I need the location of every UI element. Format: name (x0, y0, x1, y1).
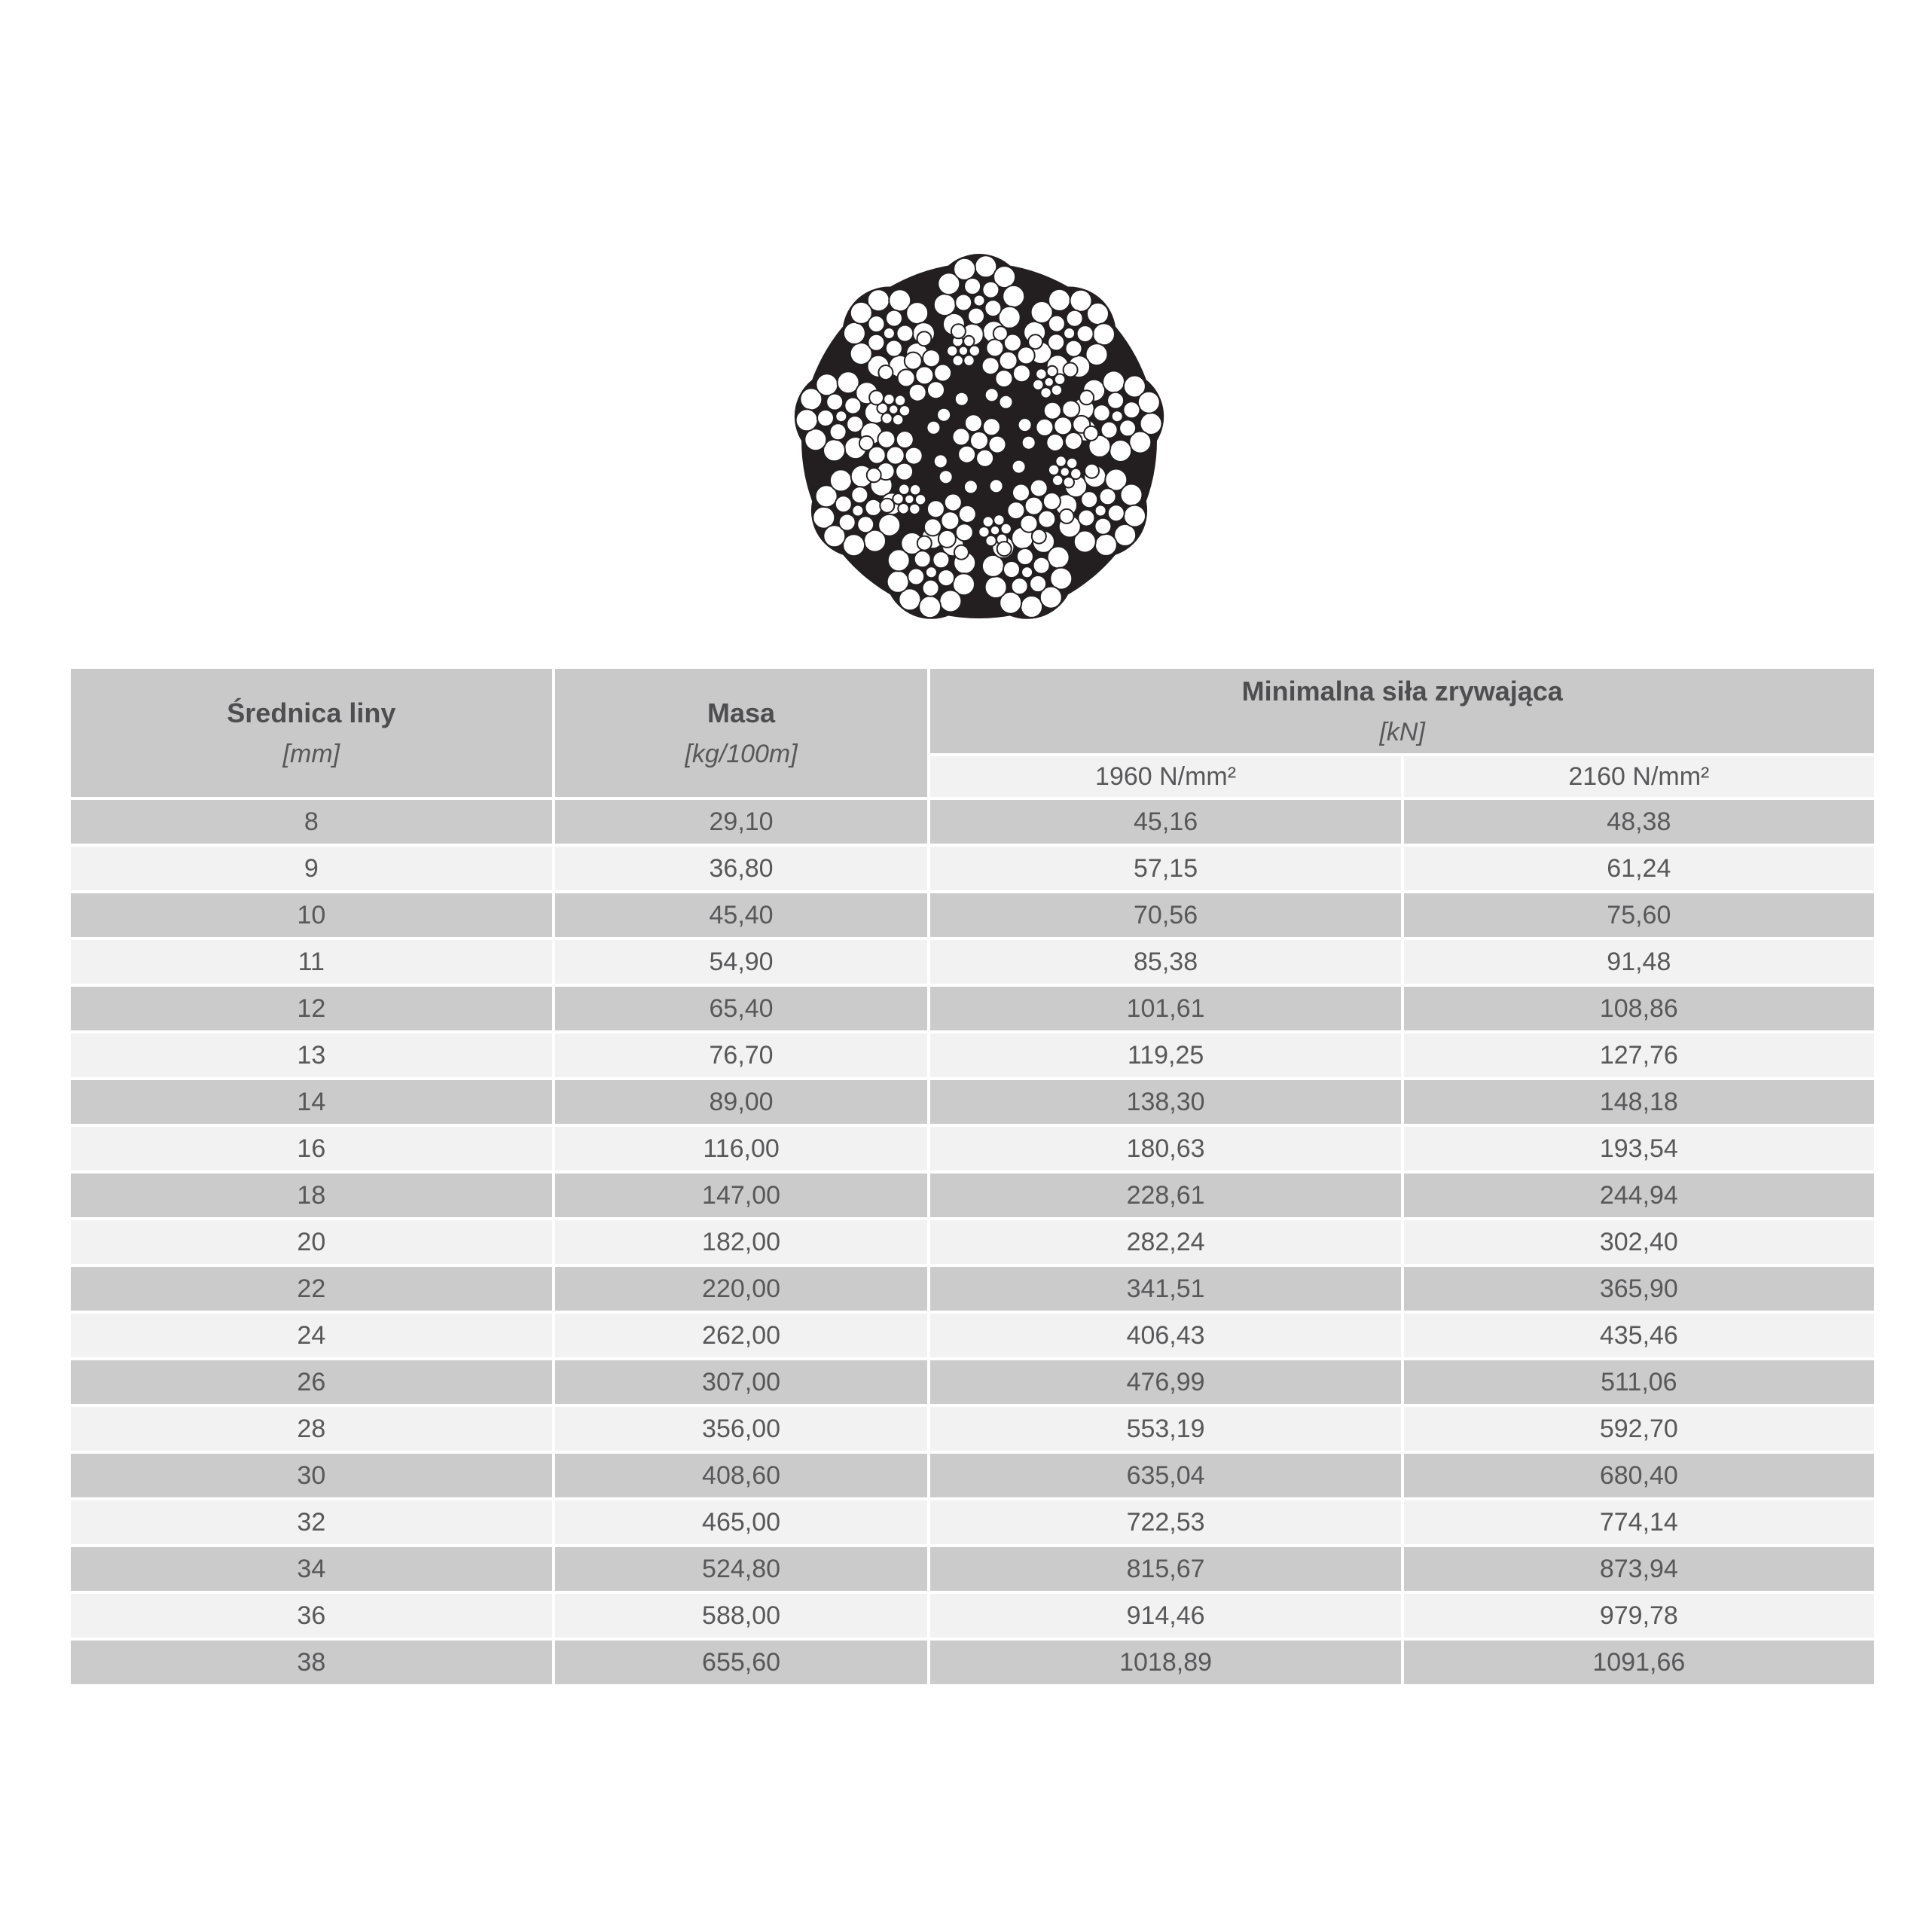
force-2160-cell: 75,60 (1402, 892, 1876, 939)
force-1960-cell: 119,25 (929, 1032, 1402, 1079)
force-1960-cell: 138,30 (929, 1079, 1402, 1125)
force-2160-cell: 680,40 (1402, 1452, 1876, 1499)
force-2160-cell: 873,94 (1402, 1546, 1876, 1592)
wire-rope-cross-section-image (783, 245, 1175, 636)
col-header-breaking-force-unit: [kN] (1379, 717, 1425, 746)
table-row (69, 1406, 1876, 1452)
col-header-mass-unit: [kg/100m] (685, 739, 798, 768)
mass-cell: 54,90 (554, 939, 929, 985)
diameter-cell: 13 (69, 1032, 554, 1079)
force-2160-cell: 61,24 (1402, 845, 1876, 892)
force-2160-cell: 91,48 (1402, 939, 1876, 985)
diameter-cell: 10 (69, 892, 554, 939)
col-header-breaking-force (929, 667, 1876, 755)
col-header-mass (554, 667, 929, 798)
force-2160-cell: 193,54 (1402, 1125, 1876, 1172)
mass-cell: 588,00 (554, 1592, 929, 1639)
mass-cell: 262,00 (554, 1312, 929, 1359)
mass-cell: 65,40 (554, 985, 929, 1032)
diameter-cell: 32 (69, 1499, 554, 1546)
col-header-diameter-title: Średnica liny (227, 697, 396, 728)
diameter-cell: 11 (69, 939, 554, 985)
force-2160-cell: 244,94 (1402, 1172, 1876, 1219)
table-row (69, 1219, 1876, 1265)
diameter-cell: 26 (69, 1359, 554, 1406)
diameter-cell: 8 (69, 798, 554, 845)
force-2160-cell: 435,46 (1402, 1312, 1876, 1359)
table-row (69, 1265, 1876, 1312)
table-row (69, 985, 1876, 1032)
mass-cell: 116,00 (554, 1125, 929, 1172)
force-2160-cell: 302,40 (1402, 1219, 1876, 1265)
force-2160-cell: 108,86 (1402, 985, 1876, 1032)
force-1960-cell: 70,56 (929, 892, 1402, 939)
subcol-header-2160: 2160 N/mm² (1402, 755, 1876, 798)
force-1960-cell: 722,53 (929, 1499, 1402, 1546)
mass-cell: 524,80 (554, 1546, 929, 1592)
rope-spec-table (68, 666, 1877, 1687)
table-row (69, 1359, 1876, 1406)
mass-cell: 89,00 (554, 1079, 929, 1125)
table-row (69, 1125, 1876, 1172)
col-header-diameter-unit: [mm] (282, 739, 340, 768)
force-1960-cell: 406,43 (929, 1312, 1402, 1359)
table-row (69, 1546, 1876, 1592)
diameter-cell: 20 (69, 1219, 554, 1265)
mass-cell: 356,00 (554, 1406, 929, 1452)
force-1960-cell: 85,38 (929, 939, 1402, 985)
table-row (69, 1499, 1876, 1546)
col-header-mass-title: Masa (707, 697, 776, 728)
table-row (69, 1452, 1876, 1499)
diameter-cell: 16 (69, 1125, 554, 1172)
force-2160-cell: 511,06 (1402, 1359, 1876, 1406)
force-1960-cell: 1018,89 (929, 1639, 1402, 1686)
diameter-cell: 18 (69, 1172, 554, 1219)
diameter-cell: 36 (69, 1592, 554, 1639)
table-row (69, 1592, 1876, 1639)
mass-cell: 45,40 (554, 892, 929, 939)
diameter-cell: 30 (69, 1452, 554, 1499)
force-2160-cell: 127,76 (1402, 1032, 1876, 1079)
mass-cell: 465,00 (554, 1499, 929, 1546)
mass-cell: 655,60 (554, 1639, 929, 1686)
table-row (69, 1639, 1876, 1686)
col-header-diameter (69, 667, 554, 798)
force-1960-cell: 228,61 (929, 1172, 1402, 1219)
diameter-cell: 12 (69, 985, 554, 1032)
subcol-header-1960: 1960 N/mm² (929, 755, 1402, 798)
force-1960-cell: 101,61 (929, 985, 1402, 1032)
force-1960-cell: 341,51 (929, 1265, 1402, 1312)
diameter-cell: 22 (69, 1265, 554, 1312)
table-row (69, 1079, 1876, 1125)
mass-cell: 29,10 (554, 798, 929, 845)
diameter-cell: 9 (69, 845, 554, 892)
table-row (69, 939, 1876, 985)
diameter-cell: 38 (69, 1639, 554, 1686)
mass-cell: 307,00 (554, 1359, 929, 1406)
diameter-cell: 28 (69, 1406, 554, 1452)
mass-cell: 220,00 (554, 1265, 929, 1312)
mass-cell: 36,80 (554, 845, 929, 892)
force-1960-cell: 635,04 (929, 1452, 1402, 1499)
table-row (69, 1312, 1876, 1359)
diameter-cell: 34 (69, 1546, 554, 1592)
diameter-cell: 24 (69, 1312, 554, 1359)
force-2160-cell: 979,78 (1402, 1592, 1876, 1639)
table-row (69, 798, 1876, 845)
force-2160-cell: 774,14 (1402, 1499, 1876, 1546)
mass-cell: 182,00 (554, 1219, 929, 1265)
force-2160-cell: 148,18 (1402, 1079, 1876, 1125)
mass-cell: 408,60 (554, 1452, 929, 1499)
table-row (69, 845, 1876, 892)
mass-cell: 147,00 (554, 1172, 929, 1219)
force-2160-cell: 592,70 (1402, 1406, 1876, 1452)
table-row (69, 1032, 1876, 1079)
force-2160-cell: 1091,66 (1402, 1639, 1876, 1686)
col-header-breaking-force-title: Minimalna siła zrywająca (1241, 675, 1563, 707)
force-2160-cell: 365,90 (1402, 1265, 1876, 1312)
force-1960-cell: 914,46 (929, 1592, 1402, 1639)
force-1960-cell: 45,16 (929, 798, 1402, 845)
force-1960-cell: 282,24 (929, 1219, 1402, 1265)
force-2160-cell: 48,38 (1402, 798, 1876, 845)
force-1960-cell: 815,67 (929, 1546, 1402, 1592)
diameter-cell: 14 (69, 1079, 554, 1125)
force-1960-cell: 476,99 (929, 1359, 1402, 1406)
force-1960-cell: 180,63 (929, 1125, 1402, 1172)
force-1960-cell: 57,15 (929, 845, 1402, 892)
force-1960-cell: 553,19 (929, 1406, 1402, 1452)
mass-cell: 76,70 (554, 1032, 929, 1079)
table-row (69, 892, 1876, 939)
table-row (69, 1172, 1876, 1219)
